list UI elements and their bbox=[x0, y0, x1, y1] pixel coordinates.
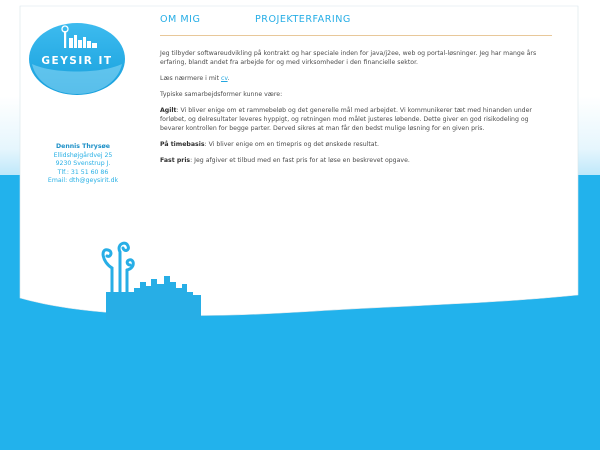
contact-city: 9230 Svenstrup J. bbox=[55, 160, 111, 168]
intro-paragraph: Jeg tilbyder softwareudvikling på kontrakt og har speciale inden for java/j2ee, web og portal-løsninger. Jeg har mange års erfaring, blandt andet fra arbejde for og med virksomheder i den financielle sektor. bbox=[160, 50, 537, 66]
skyline-geyser-icon bbox=[96, 238, 208, 320]
contact-street: Ellidshøjgårdvej 25 bbox=[53, 151, 113, 159]
contact-phone: Tlf.: 31 51 60 86 bbox=[57, 168, 109, 176]
read-more-prefix: Læs nærmere i mit bbox=[160, 74, 221, 82]
agile-text: : Vi bliver enige om et rammebeløb og det generelle mål med arbejdet. Vi kommunikerer tæt med hinanden under forløbet, og delresultater leveres hyppigt, og retningen mod målet justeres løbende. Dette giver en god risikodeling og bevarer kontrollen for begge parter. Derved sikres at man får den bedst mulige løsning for en given pris. bbox=[160, 107, 532, 132]
main-nav bbox=[160, 14, 550, 30]
contact-info bbox=[30, 143, 136, 186]
contact-name: Dennis Thrysøe bbox=[56, 143, 110, 150]
agile-paragraph bbox=[160, 107, 552, 133]
svg-text:GEYSIR IT: GEYSIR IT bbox=[41, 55, 113, 67]
timebasis-text: : Vi bliver enige om en timepris og det ønskede resultat. bbox=[204, 140, 379, 148]
geysir-logo[interactable] bbox=[28, 22, 126, 96]
fixed-price-paragraph bbox=[160, 157, 552, 166]
timebasis-label: På timebasis bbox=[160, 140, 205, 148]
cv-link[interactable]: cv bbox=[221, 74, 228, 82]
fixed-price-text: : Jeg afgiver et tilbud med en fast pris for at løse en beskrevet opgave. bbox=[190, 157, 410, 165]
fixed-price-label: Fast pris bbox=[160, 157, 191, 165]
nav-divider bbox=[160, 35, 552, 36]
agile-label: Agilt bbox=[160, 107, 177, 115]
typical-paragraph: Typiske samarbejdsformer kunne være: bbox=[160, 91, 283, 99]
read-more-paragraph bbox=[160, 75, 552, 84]
nav-om-mig[interactable]: OM MIG bbox=[160, 14, 201, 25]
main-content bbox=[160, 50, 552, 173]
nav-projekterfaring[interactable]: PROJEKTERFARING bbox=[255, 14, 351, 25]
timebasis-paragraph bbox=[160, 141, 552, 150]
read-more-suffix: . bbox=[227, 74, 230, 82]
contact-email[interactable]: Email: dth@geysirit.dk bbox=[47, 177, 119, 185]
